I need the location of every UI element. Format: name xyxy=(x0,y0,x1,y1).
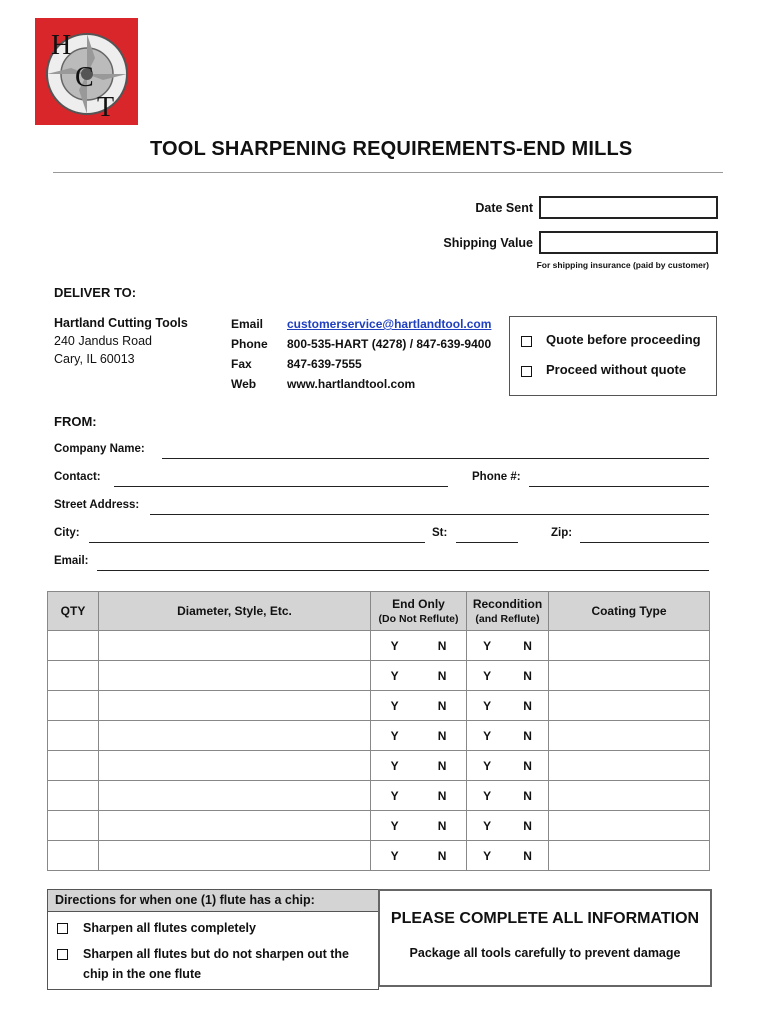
email-field[interactable] xyxy=(97,570,709,571)
end-only-cell xyxy=(371,631,467,661)
diameter-cell[interactable] xyxy=(99,781,371,811)
recondition-no-option[interactable]: N xyxy=(523,758,532,773)
logo-letter-c: C xyxy=(75,62,94,93)
table-row xyxy=(48,811,710,841)
end-only-yn-group xyxy=(371,759,466,773)
city-label: City: xyxy=(54,527,80,539)
end-only-no-option[interactable]: N xyxy=(437,818,447,833)
table-row xyxy=(48,781,710,811)
end-only-yes-option[interactable]: Y xyxy=(390,818,399,833)
end-only-yn-group xyxy=(371,639,466,653)
table-row xyxy=(48,661,710,691)
email-link[interactable]: customerservice@hartlandtool.com xyxy=(287,317,492,331)
qty-cell[interactable] xyxy=(48,661,99,691)
zip-field[interactable] xyxy=(580,542,709,543)
qty-cell[interactable] xyxy=(48,781,99,811)
end-only-yes-option[interactable]: Y xyxy=(390,788,399,803)
recondition-no-option[interactable]: N xyxy=(523,728,532,743)
sharpen-except-chip-label-1: Sharpen all flutes but do not sharpen out the xyxy=(83,947,349,961)
notice-box xyxy=(378,889,712,987)
coating-cell[interactable] xyxy=(549,661,710,691)
end-only-cell xyxy=(371,691,467,721)
recondition-yn-group xyxy=(467,729,548,743)
table-row xyxy=(48,721,710,751)
recondition-yes-option[interactable]: Y xyxy=(483,638,492,653)
diameter-cell[interactable] xyxy=(99,811,371,841)
quote-options-box xyxy=(509,316,717,396)
directions-heading: Directions for when one (1) flute has a chip: xyxy=(48,890,378,912)
recondition-no-option[interactable]: N xyxy=(523,848,532,863)
end-only-no-option[interactable]: N xyxy=(437,698,447,713)
sharpen-all-checkbox[interactable] xyxy=(57,923,68,934)
recondition-yn-group xyxy=(467,759,548,773)
end-only-cell xyxy=(371,841,467,871)
deliver-city: Cary, IL 60013 xyxy=(54,352,135,366)
quote-before-label: Quote before proceeding xyxy=(546,332,701,347)
coating-cell[interactable] xyxy=(549,841,710,871)
sharpen-except-chip-label-2: chip in the one flute xyxy=(83,967,202,981)
end-only-yn-group xyxy=(371,849,466,863)
end-only-cell xyxy=(371,781,467,811)
deliver-to-heading: DELIVER TO: xyxy=(54,285,137,300)
diameter-cell[interactable] xyxy=(99,661,371,691)
qty-header: QTY xyxy=(48,592,99,631)
recondition-yn-group xyxy=(467,789,548,803)
end-only-yn-group xyxy=(371,669,466,683)
end-only-no-option[interactable]: N xyxy=(437,728,447,743)
recondition-no-option[interactable]: N xyxy=(523,668,532,683)
recondition-yn-group xyxy=(467,669,548,683)
street-address-label: Street Address: xyxy=(54,499,140,511)
table-row xyxy=(48,691,710,721)
proceed-without-label: Proceed without quote xyxy=(546,362,687,377)
coating-cell[interactable] xyxy=(549,631,710,661)
shipping-value-field[interactable] xyxy=(539,231,718,254)
recondition-yes-option[interactable]: Y xyxy=(483,668,492,683)
coating-cell[interactable] xyxy=(549,751,710,781)
phone-value: 800-535-HART (4278) / 847-639-9400 xyxy=(287,337,492,351)
city-field[interactable] xyxy=(89,542,425,543)
recondition-cell xyxy=(467,661,549,691)
proceed-without-checkbox[interactable] xyxy=(521,366,532,377)
recondition-title: Recondition xyxy=(472,597,543,611)
coating-cell[interactable] xyxy=(549,721,710,751)
phone-field-label: Phone #: xyxy=(472,471,521,483)
company-logo xyxy=(35,18,138,125)
coating-cell[interactable] xyxy=(549,691,710,721)
recondition-cell xyxy=(467,631,549,661)
table-row xyxy=(48,631,710,661)
recondition-cell xyxy=(467,691,549,721)
recondition-yn-group xyxy=(467,849,548,863)
state-field[interactable] xyxy=(456,542,518,543)
sharpen-except-chip-checkbox[interactable] xyxy=(57,949,68,960)
end-only-cell xyxy=(371,751,467,781)
recondition-no-option[interactable]: N xyxy=(523,638,532,653)
shipping-note: For shipping insurance (paid by customer) xyxy=(536,260,709,270)
state-label: St: xyxy=(432,527,448,539)
coating-cell[interactable] xyxy=(549,811,710,841)
end-only-cell xyxy=(371,661,467,691)
end-only-header xyxy=(371,592,467,631)
street-address-field[interactable] xyxy=(150,514,709,515)
end-only-yn-group xyxy=(371,699,466,713)
fax-label: Fax xyxy=(231,357,252,371)
recondition-no-option[interactable]: N xyxy=(523,818,532,833)
qty-cell[interactable] xyxy=(48,841,99,871)
recondition-yes-option[interactable]: Y xyxy=(483,728,492,743)
logo-letter-h: H xyxy=(51,30,72,61)
fax-value: 847-639-7555 xyxy=(287,357,362,371)
end-only-yes-option[interactable]: Y xyxy=(390,698,399,713)
sharpen-all-label: Sharpen all flutes completely xyxy=(83,921,256,935)
recondition-yes-option[interactable]: Y xyxy=(483,788,492,803)
email-field-label: Email: xyxy=(54,555,89,567)
qty-cell[interactable] xyxy=(48,751,99,781)
notice-subtitle: Package all tools carefully to prevent damage xyxy=(409,946,681,960)
end-only-cell xyxy=(371,811,467,841)
logo-graphic xyxy=(35,18,138,125)
page-title: TOOL SHARPENING REQUIREMENTS-END MILLS xyxy=(150,138,633,160)
qty-cell[interactable] xyxy=(48,721,99,751)
end-only-yes-option[interactable]: Y xyxy=(390,668,399,683)
recondition-header xyxy=(467,592,549,631)
diameter-cell[interactable] xyxy=(99,721,371,751)
end-only-no-option[interactable]: N xyxy=(437,788,447,803)
recondition-yes-option[interactable]: Y xyxy=(483,758,492,773)
company-name-field[interactable] xyxy=(162,458,709,459)
recondition-cell xyxy=(467,751,549,781)
table-row xyxy=(48,751,710,781)
diameter-cell[interactable] xyxy=(99,691,371,721)
notice-title: PLEASE COMPLETE ALL INFORMATION xyxy=(390,910,700,927)
recondition-no-option[interactable]: N xyxy=(523,788,532,803)
end-only-yn-group xyxy=(371,729,466,743)
recondition-yes-option[interactable]: Y xyxy=(483,698,492,713)
recondition-cell xyxy=(467,721,549,751)
company-name-label: Company Name: xyxy=(54,443,145,455)
table-row xyxy=(48,841,710,871)
end-only-yes-option[interactable]: Y xyxy=(390,758,399,773)
diameter-cell[interactable] xyxy=(99,631,371,661)
contact-field[interactable] xyxy=(114,486,448,487)
end-only-cell xyxy=(371,721,467,751)
coating-cell[interactable] xyxy=(549,781,710,811)
tool-table xyxy=(47,591,710,871)
end-only-yes-option[interactable]: Y xyxy=(390,728,399,743)
from-heading: FROM: xyxy=(54,414,97,429)
recondition-cell xyxy=(467,781,549,811)
end-only-yes-option[interactable]: Y xyxy=(390,848,399,863)
recondition-yn-group xyxy=(467,699,548,713)
contact-label: Contact: xyxy=(54,471,101,483)
quote-before-checkbox[interactable] xyxy=(521,336,532,347)
recondition-yes-option[interactable]: Y xyxy=(483,818,492,833)
table-header-row xyxy=(48,592,710,631)
recondition-cell xyxy=(467,811,549,841)
recondition-yn-group xyxy=(467,819,548,833)
qty-cell[interactable] xyxy=(48,631,99,661)
deliver-street: 240 Jandus Road xyxy=(54,334,152,348)
qty-cell[interactable] xyxy=(48,811,99,841)
phone-field[interactable] xyxy=(529,486,709,487)
date-sent-label: Date Sent xyxy=(475,201,533,215)
end-only-no-option[interactable]: N xyxy=(437,668,447,683)
diameter-cell[interactable] xyxy=(99,841,371,871)
end-only-subtitle: (Do Not Reflute) xyxy=(378,613,459,625)
recondition-subtitle: (and Reflute) xyxy=(475,613,540,625)
diameter-header: Diameter, Style, Etc. xyxy=(99,592,371,631)
recondition-yn-group xyxy=(467,639,548,653)
directions-box xyxy=(47,889,379,990)
end-only-no-option[interactable]: N xyxy=(437,638,447,653)
coating-header: Coating Type xyxy=(549,592,710,631)
end-only-title: End Only xyxy=(392,597,445,611)
date-sent-field[interactable] xyxy=(539,196,718,219)
deliver-company: Hartland Cutting Tools xyxy=(54,316,188,330)
qty-cell[interactable] xyxy=(48,691,99,721)
email-label: Email xyxy=(231,317,264,331)
web-value: www.hartlandtool.com xyxy=(287,377,416,391)
phone-label: Phone xyxy=(231,337,268,351)
end-only-yn-group xyxy=(371,819,466,833)
zip-label: Zip: xyxy=(551,527,573,539)
end-only-no-option[interactable]: N xyxy=(437,758,447,773)
web-label: Web xyxy=(231,377,257,391)
title-divider xyxy=(53,172,723,173)
logo-letter-t: T xyxy=(97,92,115,123)
recondition-yes-option[interactable]: Y xyxy=(483,848,492,863)
diameter-cell[interactable] xyxy=(99,751,371,781)
recondition-cell xyxy=(467,841,549,871)
end-only-yes-option[interactable]: Y xyxy=(390,638,399,653)
recondition-no-option[interactable]: N xyxy=(523,698,532,713)
end-only-yn-group xyxy=(371,789,466,803)
end-only-no-option[interactable]: N xyxy=(437,848,447,863)
shipping-value-label: Shipping Value xyxy=(443,236,533,250)
